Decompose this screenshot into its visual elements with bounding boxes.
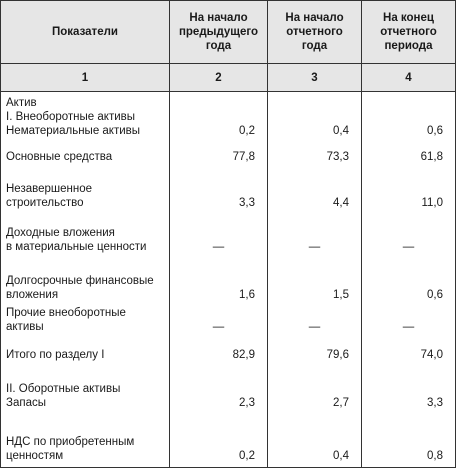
- row-label-line: Долгосрочные финансовые: [6, 275, 154, 287]
- cell-value: —: [170, 214, 268, 258]
- cell-value: 11,0: [362, 168, 456, 214]
- cell-value: 1,6: [170, 258, 268, 306]
- row-label-line: Доходные вложения: [6, 227, 115, 239]
- row-label-line: Основные средства: [6, 151, 113, 163]
- header-start-report-year: На начало отчетного года: [268, 1, 362, 64]
- cell-value: 0,2: [170, 92, 268, 143]
- cell-value: 0,4: [268, 92, 362, 143]
- cell-value: 61,8: [362, 142, 456, 168]
- column-number: 1: [1, 64, 170, 92]
- cell-value: —: [268, 214, 362, 258]
- cell-value: —: [268, 306, 362, 338]
- row-label-line: II. Оборотные активы: [6, 383, 121, 395]
- row-label-line: строительство: [6, 197, 84, 209]
- row-label-line: Запасы: [6, 397, 46, 409]
- cell-value: 0,6: [362, 258, 456, 306]
- cell-value: 0,6: [362, 92, 456, 143]
- cell-value: 0,8: [362, 414, 456, 468]
- row-label: [1, 338, 170, 366]
- row-label-line: вложения: [6, 289, 59, 301]
- table-row: [1, 142, 456, 168]
- cell-value: —: [362, 214, 456, 258]
- cell-value: —: [170, 306, 268, 338]
- column-number: 2: [170, 64, 268, 92]
- row-label-line: в материальные ценности: [6, 241, 147, 253]
- row-label-line: Нематериальные активы: [6, 125, 141, 137]
- header-indicators: Показатели: [1, 1, 170, 64]
- cell-value: —: [362, 306, 456, 338]
- table-row: [1, 414, 456, 468]
- table-row: [1, 306, 456, 338]
- table-row: [1, 168, 456, 214]
- table-row: [1, 366, 456, 414]
- row-label-line: ценностям: [6, 450, 64, 462]
- column-number-row: [1, 64, 456, 92]
- row-label: [1, 214, 170, 258]
- cell-value: 1,5: [268, 258, 362, 306]
- table-row: [1, 338, 456, 366]
- header-row: [1, 1, 456, 64]
- cell-value: 2,3: [170, 366, 268, 414]
- header-start-prev-year: На начало предыдущего года: [170, 1, 268, 64]
- row-label: [1, 414, 170, 468]
- cell-value: 3,3: [362, 366, 456, 414]
- row-label: [1, 92, 170, 143]
- row-label: [1, 258, 170, 306]
- row-label-line: Итого по разделу I: [6, 349, 105, 361]
- row-label-line: I. Внеоборотные активы: [6, 111, 136, 123]
- row-label: [1, 366, 170, 414]
- row-label-line: Незавершенное: [6, 183, 93, 195]
- cell-value: 79,6: [268, 338, 362, 366]
- cell-value: 82,9: [170, 338, 268, 366]
- row-label: [1, 168, 170, 214]
- cell-value: 73,3: [268, 142, 362, 168]
- row-label-line: Актив: [6, 97, 37, 109]
- column-number: 4: [362, 64, 456, 92]
- cell-value: 3,3: [170, 168, 268, 214]
- row-label-line: Прочие внеоборотные активы: [6, 307, 126, 333]
- cell-value: 0,2: [170, 414, 268, 468]
- column-number: 3: [268, 64, 362, 92]
- row-label-line: НДС по приобретенным: [6, 436, 135, 448]
- row-label: [1, 142, 170, 168]
- cell-value: 0,4: [268, 414, 362, 468]
- table-row: [1, 214, 456, 258]
- header-end-report-period: На конец отчетного периода: [362, 1, 456, 64]
- table-row: [1, 258, 456, 306]
- row-label: [1, 306, 170, 338]
- table-row: [1, 92, 456, 143]
- cell-value: 74,0: [362, 338, 456, 366]
- cell-value: 2,7: [268, 366, 362, 414]
- table-body: [1, 92, 456, 468]
- cell-value: 77,8: [170, 142, 268, 168]
- cell-value: 4,4: [268, 168, 362, 214]
